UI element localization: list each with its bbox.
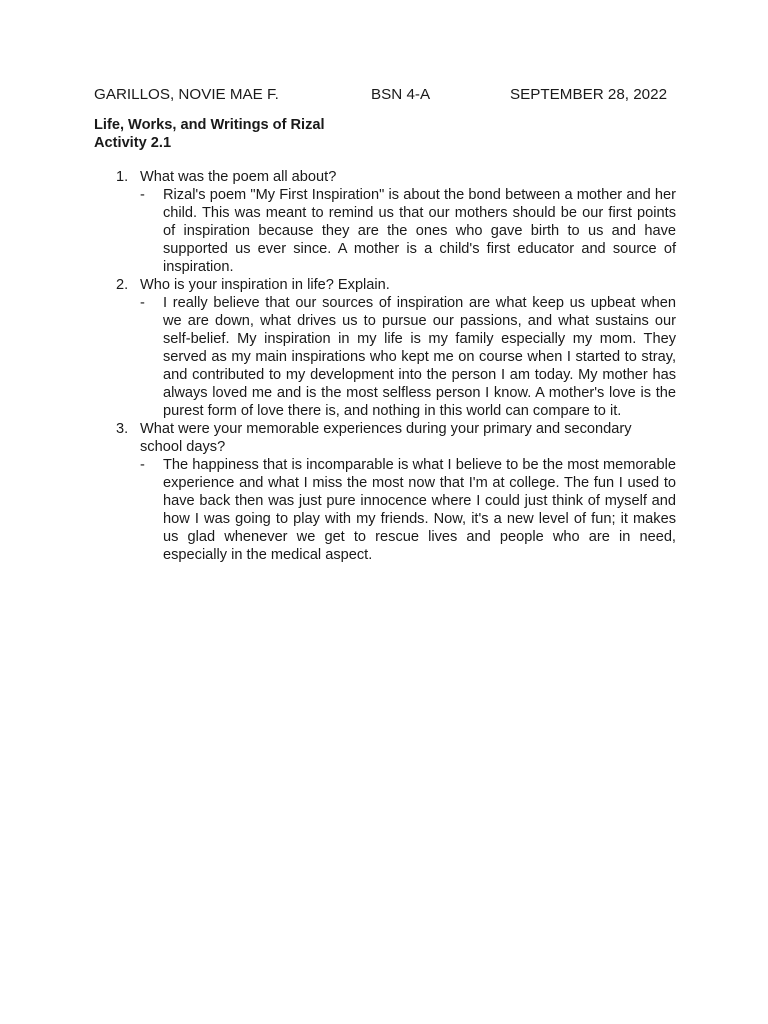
- activity-title: Activity 2.1: [94, 135, 172, 151]
- answer-bullet: -: [140, 295, 145, 311]
- course-title: Life, Works, and Writings of Rizal: [94, 117, 325, 133]
- question-number: 3.: [116, 421, 129, 437]
- document-header: [94, 86, 694, 108]
- student-section: BSN 4-A: [371, 86, 431, 103]
- answer-item: [94, 186, 676, 276]
- question-text: What was the poem all about?: [140, 169, 337, 185]
- answer-item: [94, 294, 676, 420]
- question-list: [94, 168, 676, 564]
- answer-text: I really believe that our sources of inspiration are what keep us upbeat when we are down, what drives us to pursue our passions, and what sustains our self-belief. My inspiration in my life is my family especially my mom. They served as my main inspirations who kept me on course when I started to stray, and contributed to my development into the person I am today. My mother has always loved me and is the most selfless person I know. A mother's love is the purest form of love there is, and nothing in this world can compare to it.: [163, 295, 676, 419]
- document-date: SEPTEMBER 28, 2022: [510, 86, 668, 103]
- question-text: Who is your inspiration in life? Explain.: [140, 277, 390, 293]
- answer-bullet: -: [140, 457, 145, 473]
- answer-text: Rizal's poem "My First Inspiration" is about the bond between a mother and her child. This was meant to remind us that our mothers should be our first points of inspiration because they are the ones who gave birth to us and have supported us ever since. A mother is a child's first educator and source of inspiration.: [163, 187, 676, 275]
- answer-bullet: -: [140, 187, 145, 203]
- question-item: [94, 168, 676, 186]
- answer-item: [94, 456, 676, 564]
- question-text: What were your memorable experiences during your primary and secondary school days?: [140, 421, 632, 455]
- answer-text: The happiness that is incomparable is what I believe to be the most memorable experience and what I miss the most now that I'm at college. The fun I used to have back then was just pure innocence where I could just think of myself and how I was going to play with my friends. Now, it's a new level of fun; it makes us glad whenever we get to rescue lives and people who are in need, especially in the medical aspect.: [163, 457, 676, 563]
- question-number: 2.: [116, 277, 129, 293]
- question-number: 1.: [116, 169, 129, 185]
- question-item: [94, 420, 676, 456]
- title-block: [94, 116, 325, 152]
- student-name: GARILLOS, NOVIE MAE F.: [94, 86, 279, 103]
- question-item: [94, 276, 676, 294]
